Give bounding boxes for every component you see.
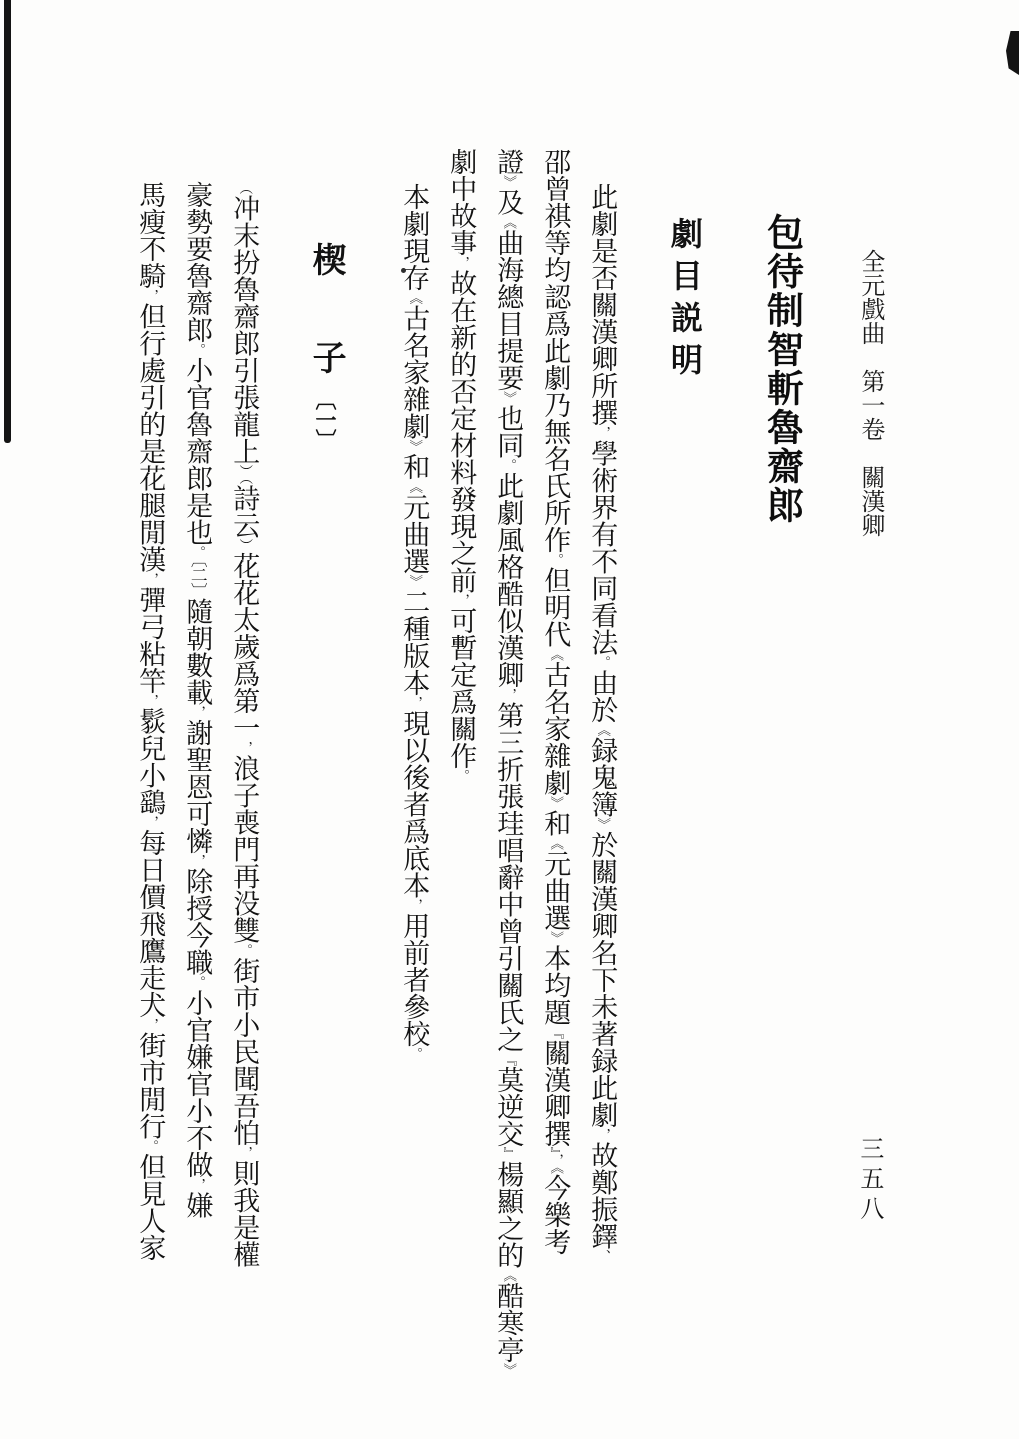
punctuation: ， <box>454 593 470 607</box>
punctuation: 《 <box>501 215 517 229</box>
punctuation: 。 <box>595 655 611 669</box>
punctuation: ， <box>143 1018 159 1032</box>
punctuation: 《 <box>548 647 564 661</box>
wedge-text-column: 豪勢要魯齋郎。小官魯齋郎是也。〔二〕隨朝數載，謝聖恩可憐，除授今職。小官嫌官小不做，嫌 <box>182 181 213 1219</box>
punctuation: 』 <box>501 1147 517 1161</box>
punctuation: ， <box>454 256 470 270</box>
punctuation: ， <box>190 1178 206 1192</box>
punctuation: ， <box>237 741 253 755</box>
punctuation: ， <box>143 815 159 829</box>
punctuation: 》 <box>548 931 564 945</box>
punctuation: 《 <box>548 1167 564 1174</box>
scan-artifact-left-bar <box>4 0 11 443</box>
summary-text-column: 本劇現存《古名家雜劇》和《元曲選》二種版本，現以後者爲底本，用前者參校。 <box>399 183 430 1061</box>
punctuation: ， <box>237 1146 253 1160</box>
running-header: 全元戲曲 第一卷 關漢卿 <box>856 249 883 537</box>
wedge-text-column: 馬瘦不騎，但行處引的是花腿閒漢，彈弓粘竿，䯼兒小鷂，每日價飛鷹走犬，街市閒行。但見人家 <box>135 181 166 1261</box>
punctuation: 。 <box>190 343 206 357</box>
wedge-heading-text: 楔 子 <box>307 242 345 389</box>
summary-section-heading: 劇目説明 <box>666 217 703 385</box>
summary-text-column: 邵曾祺等均認爲此劇乃無名氏所作。但明代《古名家雜劇》和《元曲選》本均題『關漢卿撰』，《今樂考 <box>540 148 571 1255</box>
punctuation: 《 <box>595 723 611 737</box>
punctuation: 、 <box>595 1249 611 1263</box>
wedge-heading-footnote-marker: 〔一〕 <box>313 389 338 450</box>
page-number: 三五八 <box>855 1136 882 1226</box>
punctuation: 》 <box>501 391 517 405</box>
punctuation: 。 <box>407 1047 423 1061</box>
punctuation: 》 <box>407 439 423 453</box>
punctuation: ， <box>143 289 159 303</box>
scan-artifact-top-right <box>1006 31 1019 75</box>
punctuation: ， <box>548 1153 564 1168</box>
punctuation: 《 <box>548 836 564 850</box>
punctuation: 《 <box>407 291 423 305</box>
punctuation: 。 <box>237 943 253 958</box>
punctuation: 。 <box>143 1139 159 1153</box>
punctuation: （ <box>237 181 253 195</box>
punctuation: 。 <box>190 975 206 990</box>
punctuation: 『 <box>501 1052 517 1066</box>
punctuation: 『 <box>548 1025 564 1039</box>
punctuation: 《 <box>407 480 423 494</box>
punctuation: ， <box>407 696 423 710</box>
punctuation: 》 <box>595 817 611 831</box>
summary-text-column: 此劇是否關漢卿所撰，學術界有不同看法。由於《録鬼簿》於關漢卿名下未著録此劇，故鄭振鐸、 <box>587 183 618 1263</box>
punctuation: ， <box>595 1128 611 1142</box>
punctuation: ） <box>237 538 253 553</box>
punctuation: 』 <box>548 1147 564 1154</box>
punctuation: ， <box>190 705 206 720</box>
punctuation: 》 <box>501 175 517 189</box>
summary-text-column: 證》及《曲海總目提要》也同。此劇風格酷似漢卿，第三折張珪唱辭中曾引關氏之『莫逆交』楊顯之的《酷寒亭》 <box>493 148 524 1377</box>
punctuation: 。 <box>501 458 517 472</box>
wedge-text-column: （冲末扮魯齋郎引張龍上）（詩云）花花太歲爲第一，浪子喪門再没雙。街市小民聞吾怕，則我是權 <box>229 181 260 1268</box>
punctuation: ， <box>407 898 423 912</box>
punctuation: 》 <box>407 574 423 588</box>
punctuation: ， <box>190 854 206 868</box>
punctuation: 》 <box>501 1363 517 1377</box>
punctuation: ， <box>501 688 517 702</box>
punctuation: ， <box>143 694 159 708</box>
punctuation: 。 <box>190 545 206 559</box>
page-title: 包待制智斬魯齋郎 <box>760 213 802 525</box>
punctuation: ） <box>237 464 253 478</box>
punctuation: 《 <box>501 1268 517 1282</box>
punctuation: （ <box>237 478 253 485</box>
punctuation: 》 <box>548 796 564 810</box>
punctuation: ， <box>143 572 159 586</box>
punctuation: 。 <box>548 553 564 567</box>
footnote-marker: 〔二〕 <box>188 559 208 598</box>
wedge-section-heading <box>306 242 344 449</box>
punctuation: 。 <box>454 769 470 783</box>
summary-text-column: 劇中故事，故在新的否定材料發現之前，可暫定爲關作。 <box>446 148 477 783</box>
punctuation: ， <box>595 426 611 440</box>
